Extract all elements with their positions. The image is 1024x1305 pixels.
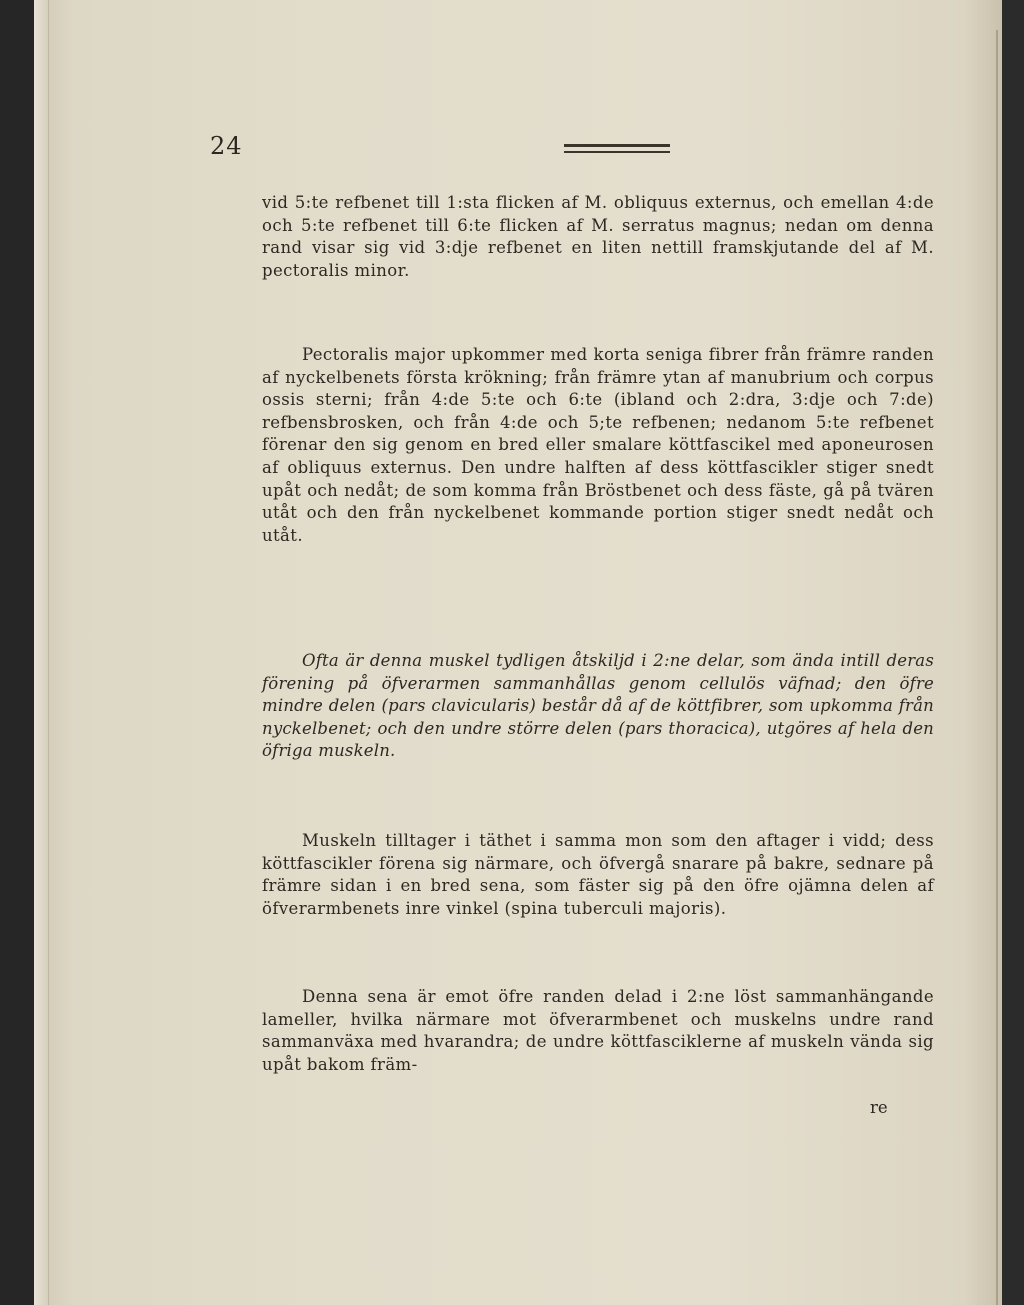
paragraph-4: Muskeln tilltager i täthet i samma mon som den aftager i vidd; dess köttfascikler förena sig närmare, och öfvergå snarare på bakre, sednare på främre sidan i en bred sena, som fäster sig på den öfre ojämna delen af öfverarmbenets inre vinkel (spina tuberculi majoris). xyxy=(262,831,934,918)
scan-border-right xyxy=(1002,0,1024,1305)
gutter-line xyxy=(996,30,998,1305)
paragraph-2: Pectoralis major upkommer med korta seniga fibrer från främre randen af nyckelbenets första krökning; från främre ytan af manubrium och corpus ossis sterni; från 4:de 5:te och 6:te (ibland och 2:dra, 3:dje och 7:de) refbensbrosken, och från 4:de och 5;te refbenen; nedanom 5:te refbenet förenar den sig genom en bred eller smalare köttfascikel med aponeurosen af obliquus externus. Den undre halften af dess köttfascikler stiger snedt upåt och nedåt; de som komma från Bröstbenet och dess fäste, gå på tvären utåt och den från nyckelbenet kommande portion stiger snedt nedåt och utåt. xyxy=(262,345,934,545)
page-edge xyxy=(34,0,49,1305)
header-rule xyxy=(564,144,670,153)
paragraph-3-italic: Ofta är denna muskel tydligen åtskiljd i 2:ne delar, som ända intill deras förening på öfverarmen sammanhållas genom cellulös väfnad; den öfre mindre delen (pars clavicularis) består då af de köttfibrer, som upkomma från nyckelbenet; och den undre större delen (pars thoracica), utgöres af hela den öfriga muskeln. xyxy=(262,651,934,761)
paragraph-5: Denna sena är emot öfre randen delad i 2:ne löst sammanhängande lameller, hvilka närmare mot öfverarmbenet och muskelns undre rand sammanväxa med hvarandra; de undre köttfasciklerne af muskeln vända sig upåt bakom främ- xyxy=(262,987,934,1074)
paragraph-1: vid 5:te refbenet till 1:sta flicken af M. obliquus externus, och emellan 4:de och 5:te refbenet till 6:te flicken af M. serratus magnus; nedan om denna rand visar sig vid 3:dje refbenet en liten nettill framskjutande del af M. pectoralis minor. xyxy=(262,193,934,280)
catchword: re xyxy=(870,1098,888,1117)
page-number: 24 xyxy=(210,132,243,160)
scan-border-left xyxy=(0,0,34,1305)
